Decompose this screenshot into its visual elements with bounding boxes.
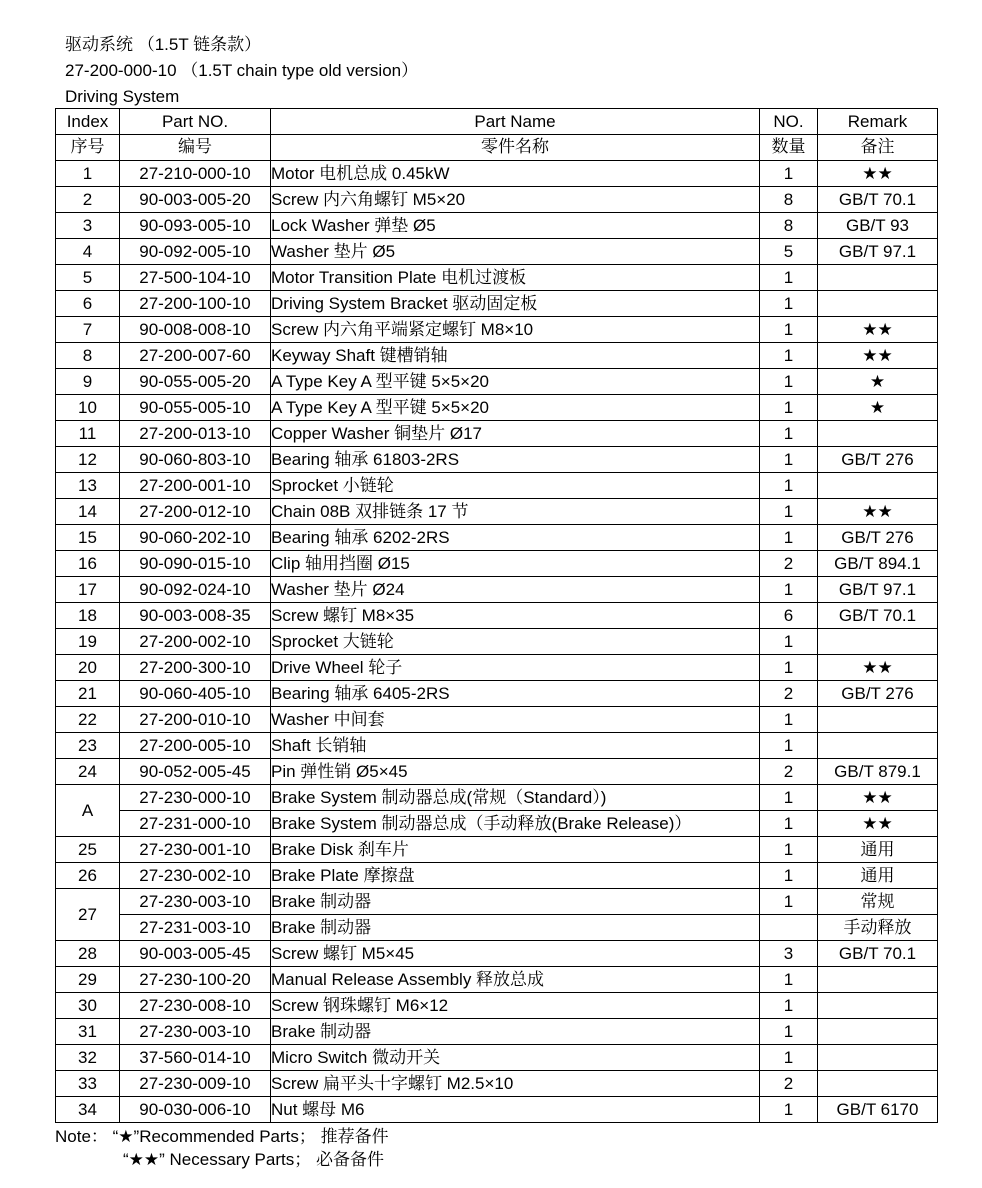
cell-remark: [818, 1045, 938, 1071]
cell-qty: 2: [760, 681, 818, 707]
table-row: [56, 265, 938, 291]
cell-qty: 8: [760, 187, 818, 213]
note-recommended: Note： “★”Recommended Parts； 推荐备件: [55, 1127, 389, 1146]
cell-part-no: 27-230-000-10: [120, 785, 271, 811]
cell-remark: [818, 629, 938, 655]
cell-index: 27: [56, 889, 120, 941]
col-header-part-no: Part NO.: [120, 109, 271, 135]
cell-part-no: 27-200-001-10: [120, 473, 271, 499]
cell-part-name: Screw 内六角平端紧定螺钉 M8×10: [271, 317, 760, 343]
cell-index: 4: [56, 239, 120, 265]
cell-remark: [818, 707, 938, 733]
cell-part-no: 27-200-100-10: [120, 291, 271, 317]
cell-part-no: 90-003-005-20: [120, 187, 271, 213]
cell-part-no: 27-230-009-10: [120, 1071, 271, 1097]
cell-part-name: Brake 制动器: [271, 1019, 760, 1045]
cell-qty: 6: [760, 603, 818, 629]
cell-remark: ★★: [818, 785, 938, 811]
cell-qty: 1: [760, 525, 818, 551]
cell-index: 20: [56, 655, 120, 681]
cell-qty: [760, 915, 818, 941]
cell-qty: 1: [760, 967, 818, 993]
cell-part-no: 27-200-005-10: [120, 733, 271, 759]
cell-index: 22: [56, 707, 120, 733]
cell-index: 10: [56, 395, 120, 421]
cell-qty: 1: [760, 343, 818, 369]
table-row: [56, 525, 938, 551]
cell-part-no: 90-092-024-10: [120, 577, 271, 603]
cell-qty: 1: [760, 1045, 818, 1071]
cell-qty: 1: [760, 421, 818, 447]
cell-part-name: Bearing 轴承 6405-2RS: [271, 681, 760, 707]
cell-index: 15: [56, 525, 120, 551]
cell-part-name: Bearing 轴承 6202-2RS: [271, 525, 760, 551]
cell-part-name: Washer 中间套: [271, 707, 760, 733]
cell-part-no: 27-210-000-10: [120, 161, 271, 187]
cell-part-no: 27-200-012-10: [120, 499, 271, 525]
cell-index: 8: [56, 343, 120, 369]
table-row: [56, 187, 938, 213]
cell-part-name: Brake Plate 摩擦盘: [271, 863, 760, 889]
table-row: [56, 1071, 938, 1097]
cell-part-name: Motor Transition Plate 电机过渡板: [271, 265, 760, 291]
cell-qty: 1: [760, 291, 818, 317]
cell-remark: [818, 967, 938, 993]
cell-part-name: Sprocket 小链轮: [271, 473, 760, 499]
cell-qty: 1: [760, 889, 818, 915]
cell-remark: GB/T 97.1: [818, 239, 938, 265]
table-row: [56, 993, 938, 1019]
cell-part-no: 90-003-005-45: [120, 941, 271, 967]
cell-remark: 手动释放: [818, 915, 938, 941]
cell-index: 30: [56, 993, 120, 1019]
cell-qty: 2: [760, 759, 818, 785]
table-row: [56, 681, 938, 707]
cell-part-no: 27-231-000-10: [120, 811, 271, 837]
cell-qty: 1: [760, 1097, 818, 1123]
cell-part-no: 90-030-006-10: [120, 1097, 271, 1123]
table-row: [56, 421, 938, 447]
table-row: [56, 343, 938, 369]
cell-part-name: Screw 螺钉 M8×35: [271, 603, 760, 629]
cell-index: 9: [56, 369, 120, 395]
col-header-index-cn: 序号: [56, 135, 120, 161]
cell-index: 11: [56, 421, 120, 447]
note-necessary: “★★” Necessary Parts； 必备备件: [123, 1150, 384, 1169]
cell-qty: 1: [760, 395, 818, 421]
cell-remark: ★★: [818, 343, 938, 369]
parts-table: [55, 108, 938, 1123]
cell-index: 29: [56, 967, 120, 993]
cell-part-name: Keyway Shaft 键槽销轴: [271, 343, 760, 369]
cell-qty: 2: [760, 1071, 818, 1097]
cell-remark: GB/T 70.1: [818, 603, 938, 629]
cell-part-name: Manual Release Assembly 释放总成: [271, 967, 760, 993]
cell-part-name: Shaft 长销轴: [271, 733, 760, 759]
table-row: [56, 473, 938, 499]
cell-remark: GB/T 276: [818, 681, 938, 707]
cell-index: 2: [56, 187, 120, 213]
cell-part-name: Brake Disk 刹车片: [271, 837, 760, 863]
cell-qty: 1: [760, 447, 818, 473]
cell-remark: GB/T 276: [818, 447, 938, 473]
cell-part-no: 37-560-014-10: [120, 1045, 271, 1071]
cell-part-name: Driving System Bracket 驱动固定板: [271, 291, 760, 317]
table-row: [56, 655, 938, 681]
cell-qty: 8: [760, 213, 818, 239]
cell-remark: GB/T 6170: [818, 1097, 938, 1123]
cell-part-no: 90-055-005-20: [120, 369, 271, 395]
cell-qty: 1: [760, 655, 818, 681]
cell-part-no: 27-200-002-10: [120, 629, 271, 655]
cell-part-no: 27-231-003-10: [120, 915, 271, 941]
cell-remark: [818, 1019, 938, 1045]
table-row: [56, 889, 938, 915]
cell-part-name: Washer 垫片 Ø24: [271, 577, 760, 603]
cell-index: 24: [56, 759, 120, 785]
cell-remark: ★★: [818, 317, 938, 343]
cell-remark: [818, 733, 938, 759]
cell-index: 34: [56, 1097, 120, 1123]
table-row: [56, 785, 938, 811]
col-header-qty: NO.: [760, 109, 818, 135]
parts-table-body: [56, 109, 938, 1123]
cell-index: 23: [56, 733, 120, 759]
table-row: [56, 213, 938, 239]
cell-qty: 5: [760, 239, 818, 265]
cell-part-name: Nut 螺母 M6: [271, 1097, 760, 1123]
cell-qty: 1: [760, 837, 818, 863]
table-row: [56, 603, 938, 629]
table-row: [56, 395, 938, 421]
table-row: [56, 291, 938, 317]
cell-remark: GB/T 879.1: [818, 759, 938, 785]
cell-part-name: Brake System 制动器总成(常规（Standard）): [271, 785, 760, 811]
cell-part-name: Screw 螺钉 M5×45: [271, 941, 760, 967]
cell-remark: ★: [818, 369, 938, 395]
cell-qty: 1: [760, 993, 818, 1019]
cell-part-no: 90-060-202-10: [120, 525, 271, 551]
cell-part-name: Brake 制动器: [271, 915, 760, 941]
table-row: [56, 369, 938, 395]
table-row: [56, 499, 938, 525]
cell-qty: 3: [760, 941, 818, 967]
cell-part-no: 27-200-300-10: [120, 655, 271, 681]
cell-part-no: 90-060-405-10: [120, 681, 271, 707]
cell-part-name: Bearing 轴承 61803-2RS: [271, 447, 760, 473]
cell-remark: [818, 1071, 938, 1097]
cell-remark: ★★: [818, 161, 938, 187]
cell-remark: [818, 473, 938, 499]
cell-index: 17: [56, 577, 120, 603]
cell-part-no: 27-230-002-10: [120, 863, 271, 889]
table-row: [56, 577, 938, 603]
cell-remark: GB/T 70.1: [818, 941, 938, 967]
cell-part-no: 90-090-015-10: [120, 551, 271, 577]
cell-qty: 1: [760, 265, 818, 291]
cell-part-name: A Type Key A 型平键 5×5×20: [271, 369, 760, 395]
cell-remark: [818, 291, 938, 317]
cell-qty: 1: [760, 811, 818, 837]
cell-part-no: 27-230-001-10: [120, 837, 271, 863]
cell-part-no: 90-055-005-10: [120, 395, 271, 421]
cell-part-no: 27-230-100-20: [120, 967, 271, 993]
table-row: [56, 1097, 938, 1123]
cell-part-no: 90-052-005-45: [120, 759, 271, 785]
cell-remark: GB/T 276: [818, 525, 938, 551]
cell-part-name: Washer 垫片 Ø5: [271, 239, 760, 265]
cell-part-name: Lock Washer 弹垫 Ø5: [271, 213, 760, 239]
cell-remark: ★★: [818, 499, 938, 525]
cell-part-name: Chain 08B 双排链条 17 节: [271, 499, 760, 525]
table-row: [56, 239, 938, 265]
cell-qty: 1: [760, 499, 818, 525]
cell-part-no: 27-230-003-10: [120, 1019, 271, 1045]
cell-remark: ★★: [818, 811, 938, 837]
cell-index: 5: [56, 265, 120, 291]
cell-part-name: Clip 轴用挡圈 Ø15: [271, 551, 760, 577]
header-title-cn: 驱动系统 （1.5T 链条款）: [65, 35, 262, 54]
cell-index: 1: [56, 161, 120, 187]
cell-qty: 2: [760, 551, 818, 577]
cell-part-no: 27-200-010-10: [120, 707, 271, 733]
cell-part-name: Screw 钢珠螺钉 M6×12: [271, 993, 760, 1019]
table-row: [56, 759, 938, 785]
cell-index: 6: [56, 291, 120, 317]
cell-qty: 1: [760, 473, 818, 499]
cell-qty: 1: [760, 369, 818, 395]
cell-remark: 通用: [818, 863, 938, 889]
cell-index: 25: [56, 837, 120, 863]
cell-part-name: Copper Washer 铜垫片 Ø17: [271, 421, 760, 447]
col-header-part-name: Part Name: [271, 109, 760, 135]
cell-qty: 1: [760, 733, 818, 759]
cell-part-no: 90-092-005-10: [120, 239, 271, 265]
cell-part-name: Micro Switch 微动开关: [271, 1045, 760, 1071]
cell-part-name: Sprocket 大链轮: [271, 629, 760, 655]
col-header-remark: Remark: [818, 109, 938, 135]
cell-remark: ★: [818, 395, 938, 421]
header-row-cn: [56, 135, 938, 161]
cell-part-no: 90-093-005-10: [120, 213, 271, 239]
table-row: [56, 447, 938, 473]
cell-index: 3: [56, 213, 120, 239]
table-row: [56, 967, 938, 993]
header-title-en: Driving System: [65, 87, 180, 106]
header-assembly-number: 27-200-000-10 （1.5T chain type old version）: [65, 61, 419, 80]
cell-index: 28: [56, 941, 120, 967]
header-row-en: [56, 109, 938, 135]
cell-remark: [818, 993, 938, 1019]
table-row: [56, 707, 938, 733]
cell-part-name: Pin 弹性销 Ø5×45: [271, 759, 760, 785]
cell-qty: 1: [760, 161, 818, 187]
cell-remark: GB/T 894.1: [818, 551, 938, 577]
cell-part-no: 27-230-003-10: [120, 889, 271, 915]
col-header-part-no-cn: 编号: [120, 135, 271, 161]
col-header-part-name-cn: 零件名称: [271, 135, 760, 161]
cell-qty: 1: [760, 707, 818, 733]
cell-qty: 1: [760, 1019, 818, 1045]
cell-part-no: 90-008-008-10: [120, 317, 271, 343]
cell-part-no: 90-060-803-10: [120, 447, 271, 473]
cell-index: A: [56, 785, 120, 837]
cell-part-name: Brake System 制动器总成（手动释放(Brake Release)）: [271, 811, 760, 837]
cell-index: 12: [56, 447, 120, 473]
table-row: [56, 733, 938, 759]
cell-part-name: Motor 电机总成 0.45kW: [271, 161, 760, 187]
cell-index: 7: [56, 317, 120, 343]
cell-part-name: Screw 扁平头十字螺钉 M2.5×10: [271, 1071, 760, 1097]
cell-qty: 1: [760, 317, 818, 343]
cell-remark: [818, 265, 938, 291]
table-row: [56, 317, 938, 343]
cell-part-name: Screw 内六角螺钉 M5×20: [271, 187, 760, 213]
table-row: [56, 629, 938, 655]
cell-part-name: Drive Wheel 轮子: [271, 655, 760, 681]
table-row: [56, 161, 938, 187]
cell-qty: 1: [760, 577, 818, 603]
cell-index: 13: [56, 473, 120, 499]
legend-note: [55, 1125, 389, 1171]
cell-index: 18: [56, 603, 120, 629]
cell-index: 33: [56, 1071, 120, 1097]
cell-part-name: A Type Key A 型平键 5×5×20: [271, 395, 760, 421]
cell-remark: [818, 421, 938, 447]
cell-index: 31: [56, 1019, 120, 1045]
table-row: [56, 941, 938, 967]
cell-index: 32: [56, 1045, 120, 1071]
cell-part-no: 27-230-008-10: [120, 993, 271, 1019]
cell-qty: 1: [760, 863, 818, 889]
table-row: [56, 863, 938, 889]
cell-remark: 常规: [818, 889, 938, 915]
cell-index: 19: [56, 629, 120, 655]
cell-remark: GB/T 70.1: [818, 187, 938, 213]
cell-remark: GB/T 97.1: [818, 577, 938, 603]
col-header-remark-cn: 备注: [818, 135, 938, 161]
cell-index: 21: [56, 681, 120, 707]
table-row: [56, 1019, 938, 1045]
table-row: [56, 1045, 938, 1071]
cell-index: 14: [56, 499, 120, 525]
cell-qty: 1: [760, 785, 818, 811]
cell-qty: 1: [760, 629, 818, 655]
table-row: [56, 915, 938, 941]
cell-part-no: 27-200-007-60: [120, 343, 271, 369]
cell-index: 26: [56, 863, 120, 889]
cell-remark: GB/T 93: [818, 213, 938, 239]
cell-part-name: Brake 制动器: [271, 889, 760, 915]
col-header-index: Index: [56, 109, 120, 135]
cell-remark: ★★: [818, 655, 938, 681]
cell-remark: 通用: [818, 837, 938, 863]
cell-index: 16: [56, 551, 120, 577]
table-row: [56, 811, 938, 837]
document-header: [65, 32, 418, 110]
table-row: [56, 837, 938, 863]
table-row: [56, 551, 938, 577]
cell-part-no: 90-003-008-35: [120, 603, 271, 629]
col-header-qty-cn: 数量: [760, 135, 818, 161]
cell-part-no: 27-200-013-10: [120, 421, 271, 447]
cell-part-no: 27-500-104-10: [120, 265, 271, 291]
